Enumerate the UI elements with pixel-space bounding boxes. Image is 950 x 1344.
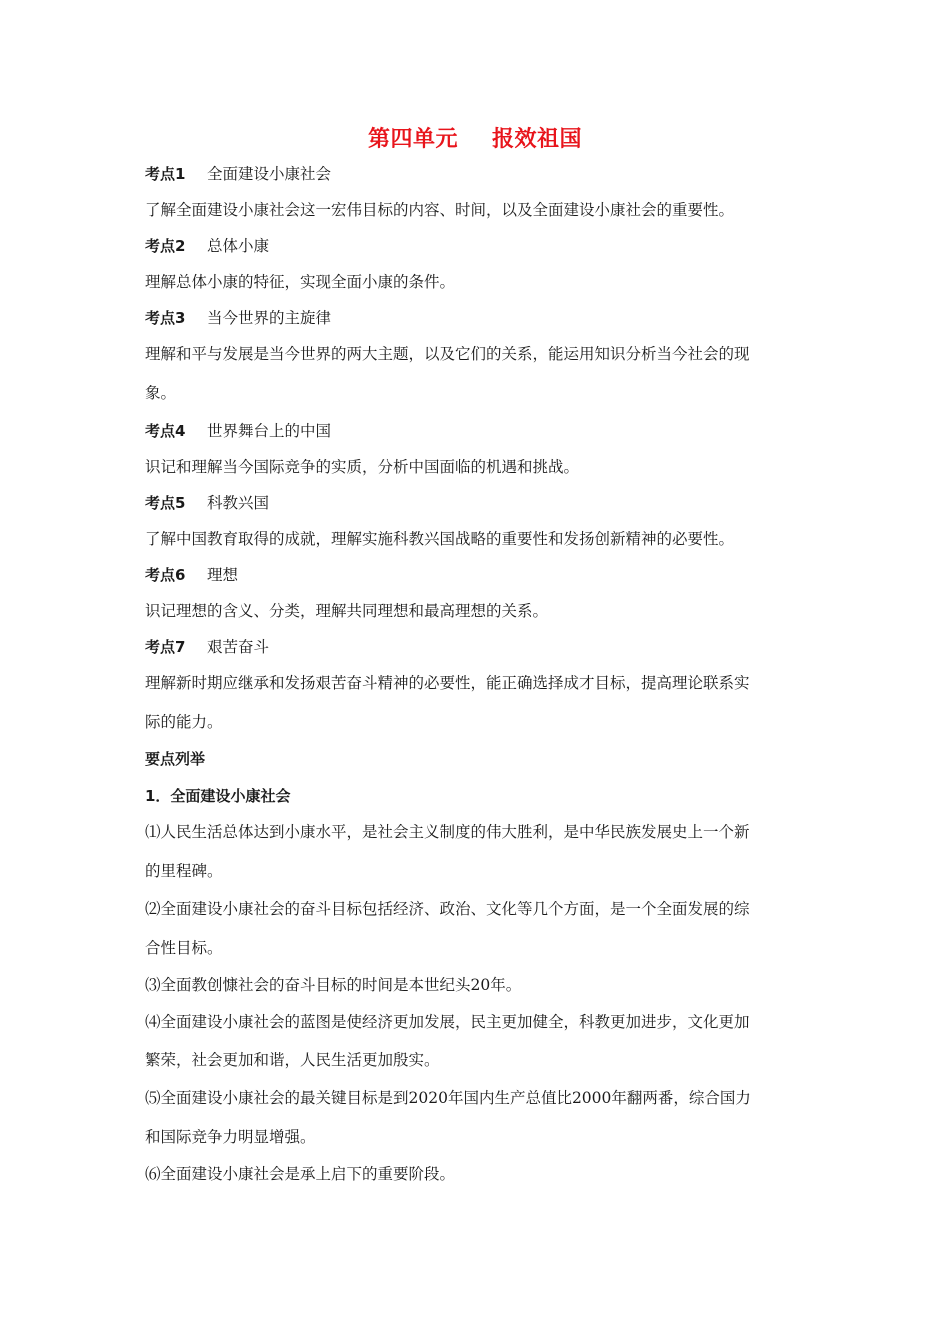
kaodian-name: 全面建设小康社会 bbox=[207, 165, 332, 183]
kaodian-1-heading bbox=[145, 164, 810, 184]
kaodian-4-heading bbox=[145, 421, 810, 441]
kaodian-3-desc-line1: 理解和平与发展是当今世界的两大主题，以及它们的关系，能运用知识分析当今社会的现 bbox=[145, 345, 750, 363]
kaodian-2-desc: 理解总体小康的特征，实现全面小康的条件。 bbox=[145, 273, 456, 291]
kaodian-6-desc: 识记理想的含义、分类，理解共同理想和最高理想的关系。 bbox=[145, 602, 549, 620]
kaodian-3-desc-line2: 象。 bbox=[145, 384, 177, 402]
point-1-line1: ⑴人民生活总体达到小康水平，是社会主义制度的伟大胜利，是中华民族发展史上一个新 bbox=[145, 823, 750, 841]
point-4-line1: ⑷全面建设小康社会的蓝图是使经济更加发展，民主更加健全，科教更加进步，文化更加 bbox=[145, 1013, 750, 1031]
kaodian-7-heading bbox=[145, 637, 810, 657]
kaodian-2-heading bbox=[145, 236, 810, 256]
point-6-line1: ⑹全面建设小康社会是承上启下的重要阶段。 bbox=[145, 1165, 456, 1183]
point-5-line2: 和国际竞争力明显增强。 bbox=[145, 1128, 316, 1146]
kaodian-name: 理想 bbox=[207, 566, 239, 584]
kaodian-label: 考点3 bbox=[145, 309, 186, 327]
point-3-line1: ⑶全面教创慷社会的奋斗目标的时间是本世纪头20年。 bbox=[145, 976, 522, 994]
kaodian-5-heading bbox=[145, 493, 810, 513]
kaodian-7-desc-line2: 际的能力。 bbox=[145, 713, 223, 731]
kaodian-label: 考点6 bbox=[145, 566, 186, 584]
kaodian-3-heading bbox=[145, 308, 810, 328]
kaodian-4-desc: 识记和理解当今国际竞争的实质，分析中国面临的机遇和挑战。 bbox=[145, 458, 580, 476]
kaodian-5-desc: 了解中国教育取得的成就，理解实施科教兴国战略的重要性和发扬创新精神的必要性。 bbox=[145, 530, 735, 548]
yaodian-heading: 要点列举 bbox=[145, 750, 206, 768]
point-2-line2: 合性目标。 bbox=[145, 939, 223, 957]
unit-title-name: 报效祖国 bbox=[492, 127, 583, 152]
point-1-line2: 的里程碑。 bbox=[145, 862, 223, 880]
kaodian-6-heading bbox=[145, 565, 810, 585]
point-2-line1: ⑵全面建设小康社会的奋斗目标包括经济、政治、文化等几个方面，是一个全面发展的综 bbox=[145, 900, 750, 918]
kaodian-label: 考点5 bbox=[145, 494, 186, 512]
kaodian-name: 当今世界的主旋律 bbox=[207, 309, 332, 327]
unit-title bbox=[0, 122, 950, 153]
kaodian-name: 世界舞台上的中国 bbox=[207, 422, 332, 440]
section-1-heading: 1．全面建设小康社会 bbox=[145, 787, 291, 805]
kaodian-label: 考点2 bbox=[145, 237, 186, 255]
kaodian-label: 考点4 bbox=[145, 422, 186, 440]
kaodian-name: 科教兴国 bbox=[207, 494, 270, 512]
kaodian-label: 考点1 bbox=[145, 165, 186, 183]
kaodian-name: 艰苦奋斗 bbox=[207, 638, 270, 656]
kaodian-name: 总体小康 bbox=[207, 237, 270, 255]
kaodian-7-desc-line1: 理解新时期应继承和发扬艰苦奋斗精神的必要性，能正确选择成才目标，提高理论联系实 bbox=[145, 674, 750, 692]
point-4-line2: 繁荣，社会更加和谐，人民生活更加殷实。 bbox=[145, 1051, 440, 1069]
kaodian-label: 考点7 bbox=[145, 638, 186, 656]
kaodian-1-desc: 了解全面建设小康社会这一宏伟目标的内容、时间，以及全面建设小康社会的重要性。 bbox=[145, 201, 735, 219]
unit-title-number: 第四单元 bbox=[367, 127, 458, 152]
point-5-line1: ⑸全面建设小康社会的最关键目标是到2020年国内生产总值比2000年翻两番，综合国力 bbox=[145, 1089, 751, 1107]
